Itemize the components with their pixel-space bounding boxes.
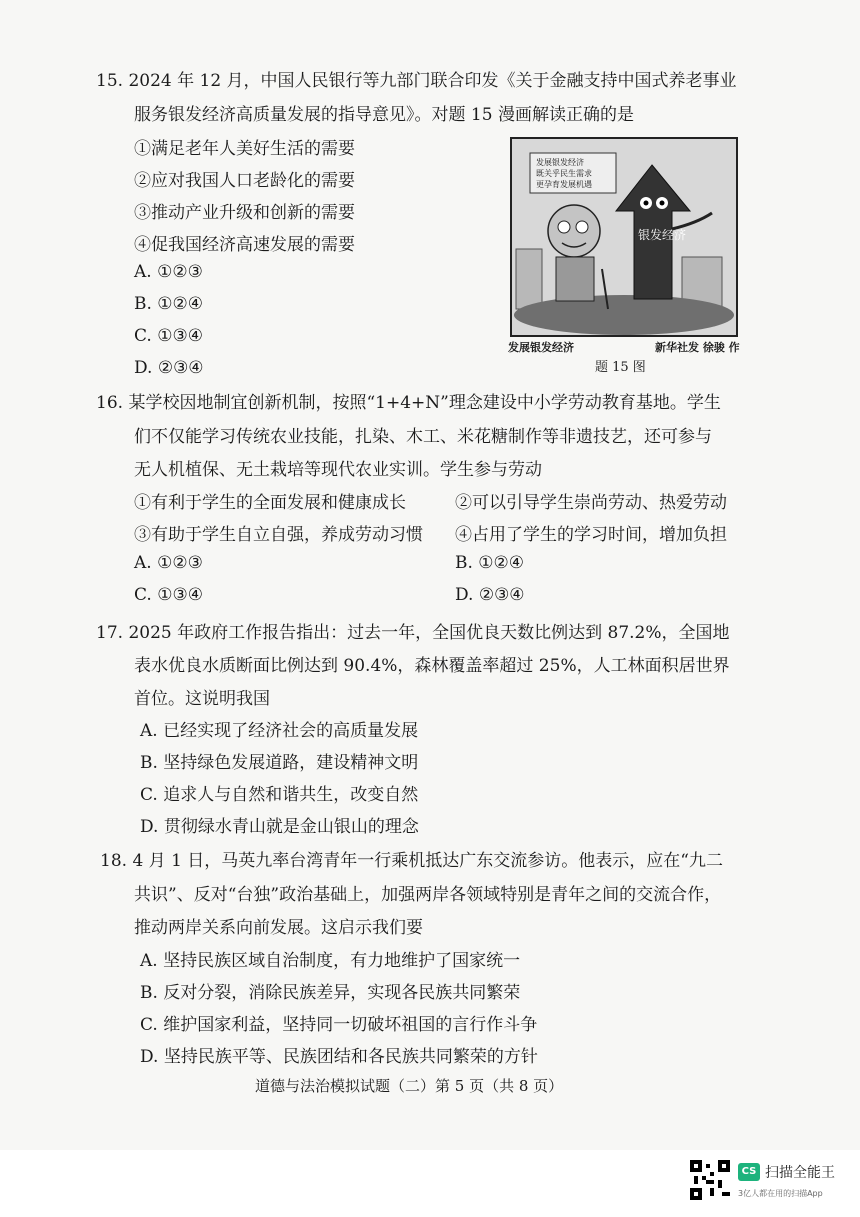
cartoon-illustration [512,139,736,335]
q15-option-d: D. ②③④ [134,358,204,378]
q16-item-1: ①有利于学生的全面发展和健康成长 [134,493,406,513]
q17-stem-line3: 首位。这说明我国 [134,689,270,709]
q16-stem-line2: 们不仅能学习传统农业技能，扎染、木工、米花糖制作等非遗技艺，还可参与 [134,427,712,447]
q15-option-b: B. ①②④ [134,294,204,314]
q15-item-1: ①满足老年人美好生活的需要 [134,139,355,159]
qr-code-icon [690,1160,730,1200]
q15-stem-line1: 15. 2024 年 12 月，中国人民银行等九部门联合印发《关于金融支持中国式养老事业 [96,71,737,91]
q18-stem-line3: 推动两岸关系向前发展。这启示我们要 [134,918,423,938]
q16-item-2: ②可以引导学生崇尚劳动、热爱劳动 [455,493,727,513]
q16-item-4: ④占用了学生的学习时间，增加负担 [455,525,727,545]
q18-option-d: D. 坚持民族平等、民族团结和各民族共同繁荣的方针 [140,1047,538,1067]
q17-option-c: C. 追求人与自然和谐共生，改变自然 [140,785,419,805]
scanner-bar [0,1150,860,1217]
cartoon-speech-2: 既关乎民生需求 [536,169,592,178]
q16-option-d: D. ②③④ [455,585,525,605]
q18-option-c: C. 维护国家利益，坚持同一切破坏祖国的言行作斗争 [140,1015,538,1035]
cartoon-arrow-text: 银发经济 [638,228,687,242]
q16-option-b: B. ①②④ [455,553,525,573]
cartoon-speech-1: 发展银发经济 [536,158,584,167]
q16-item-3: ③有助于学生自立自强，养成劳动习惯 [134,525,423,545]
q18-option-a: A. 坚持民族区域自治制度，有力地维护了国家统一 [140,951,521,971]
camscanner-name: 扫描全能王 [765,1165,835,1181]
q17-option-b: B. 坚持绿色发展道路，建设精神文明 [140,753,419,773]
page-footer: 道德与法治模拟试题（二）第 5 页（共 8 页） [255,1077,564,1095]
q17-option-d: D. 贯彻绿水青山就是金山银山的理念 [140,817,419,837]
q17-stem-line1: 17. 2025 年政府工作报告指出：过去一年，全国优良天数比例达到 87.2%，全国地 [96,623,730,643]
q17-stem-line2: 表水优良水质断面比例达到 90.4%，森林覆盖率超过 25%，人工林面积居世界 [134,656,730,676]
q15-item-2: ②应对我国人口老龄化的需要 [134,171,355,191]
q18-stem-line1: 18. 4 月 1 日，马英九率台湾青年一行乘机抵达广东交流参访。他表示，应在“九二 [100,851,723,871]
q15-stem-line2: 服务银发经济高质量发展的指导意见》。对题 15 漫画解读正确的是 [134,105,634,125]
q17-option-a: A. 已经实现了经济社会的高质量发展 [140,721,419,741]
q15-item-4: ④促我国经济高速发展的需要 [134,235,355,255]
q16-stem-line1: 16. 某学校因地制宜创新机制，按照“1+4+N”理念建设中小学劳动教育基地。学生 [96,393,721,413]
q16-stem-line3: 无人机植保、无土栽培等现代农业实训。学生参与劳动 [134,460,542,480]
q15-option-c: C. ①③④ [134,326,203,346]
q18-option-b: B. 反对分裂，消除民族差异，实现各民族共同繁荣 [140,983,521,1003]
q16-option-c: C. ①③④ [134,585,203,605]
figure-15-label: 题 15 图 [595,360,646,375]
q15-item-3: ③推动产业升级和创新的需要 [134,203,355,223]
cartoon-title: 发展银发经济 [508,341,574,354]
q16-option-a: A. ①②③ [134,553,203,573]
camscanner-tagline: 3亿人都在用的扫描App [738,1189,823,1198]
q15-option-a: A. ①②③ [134,262,203,282]
q18-stem-line2: 共识”、反对“台独”政治基础上，加强两岸各领域特别是青年之间的交流合作， [134,885,722,905]
silver-economy-cartoon [510,137,738,337]
cartoon-speech-3: 更孕育发展机遇 [536,180,592,189]
cartoon-credit: 新华社发 徐骏 作 [655,341,740,354]
camscanner-logo: CS [738,1163,760,1181]
